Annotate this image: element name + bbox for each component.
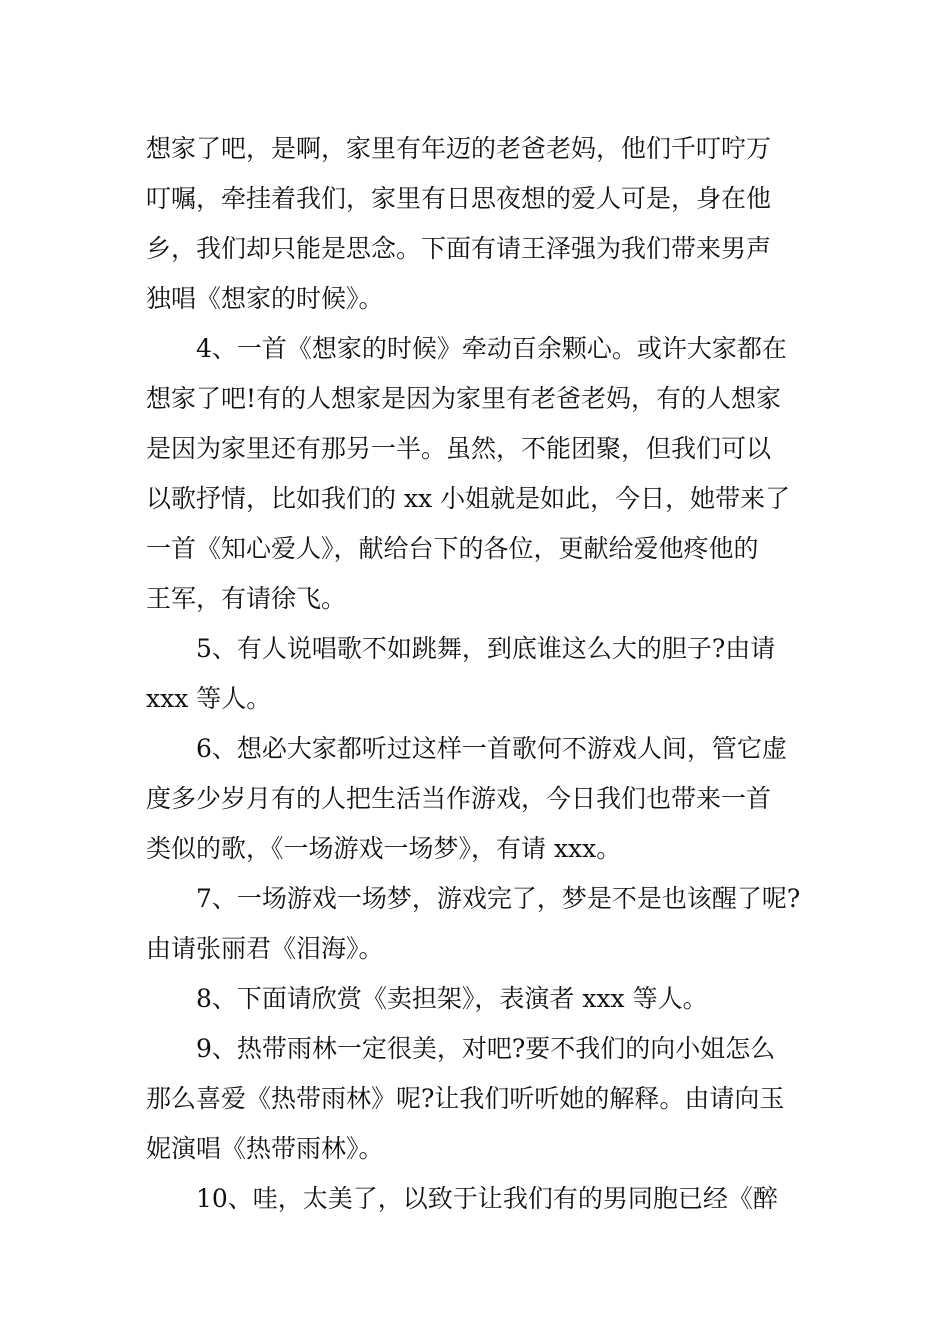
text-line: 想家了吧，是啊，家里有年迈的老爸老妈，他们千叮咛万 <box>146 134 772 163</box>
text-line: 那么喜爱《热带雨林》呢?让我们听听她的解释。由请向玉 <box>146 1084 785 1113</box>
text-line: 6、想必大家都听过这样一首歌何不游戏人间，管它虚 <box>196 734 787 763</box>
text-line: 叮嘱，牵挂着我们，家里有日思夜想的爱人可是，身在他 <box>146 184 772 213</box>
text-line: 独唱《想家的时候》。 <box>146 284 384 313</box>
text-line: 5、有人说唱歌不如跳舞，到底谁这么大的胆子?由请 <box>196 634 776 663</box>
text-line: 10、哇，太美了，以致于让我们有的男同胞已经《醉 <box>196 1184 778 1213</box>
text-line: 7、一场游戏一场梦，游戏完了，梦是不是也该醒了呢? <box>196 884 801 913</box>
text-line: 度多少岁月有的人把生活当作游戏，今日我们也带来一首 <box>146 784 772 813</box>
text-line: 类似的歌，《一场游戏一场梦》，有请 xxx。 <box>146 834 622 863</box>
text-line: 4、一首《想家的时候》牵动百余颗心。或许大家都在 <box>196 334 787 363</box>
text-line: 9、热带雨林一定很美，对吧?要不我们的向小姐怎么 <box>196 1034 776 1063</box>
text-line: 乡，我们却只能是思念。下面有请王泽强为我们带来男声 <box>146 234 772 263</box>
text-line: 8、下面请欣赏《卖担架》，表演者 xxx 等人。 <box>196 984 708 1013</box>
text-line: 一首《知心爱人》，献给台下的各位，更献给爱他疼他的 <box>146 534 759 563</box>
text-line: 是因为家里还有那另一半。虽然，不能团聚，但我们可以 <box>146 434 772 463</box>
document-body <box>146 124 810 1224</box>
text-line: 王军，有请徐飞。 <box>146 584 347 613</box>
text-line: 由请张丽君《泪海》。 <box>146 934 384 963</box>
text-line: xxx 等人。 <box>146 684 272 713</box>
text-line: 妮演唱《热带雨林》。 <box>146 1134 384 1163</box>
text-line: 想家了吧!有的人想家是因为家里有老爸老妈，有的人想家 <box>146 384 782 413</box>
text-line: 以歌抒情，比如我们的 xx 小姐就是如此，今日，她带来了 <box>146 484 791 513</box>
